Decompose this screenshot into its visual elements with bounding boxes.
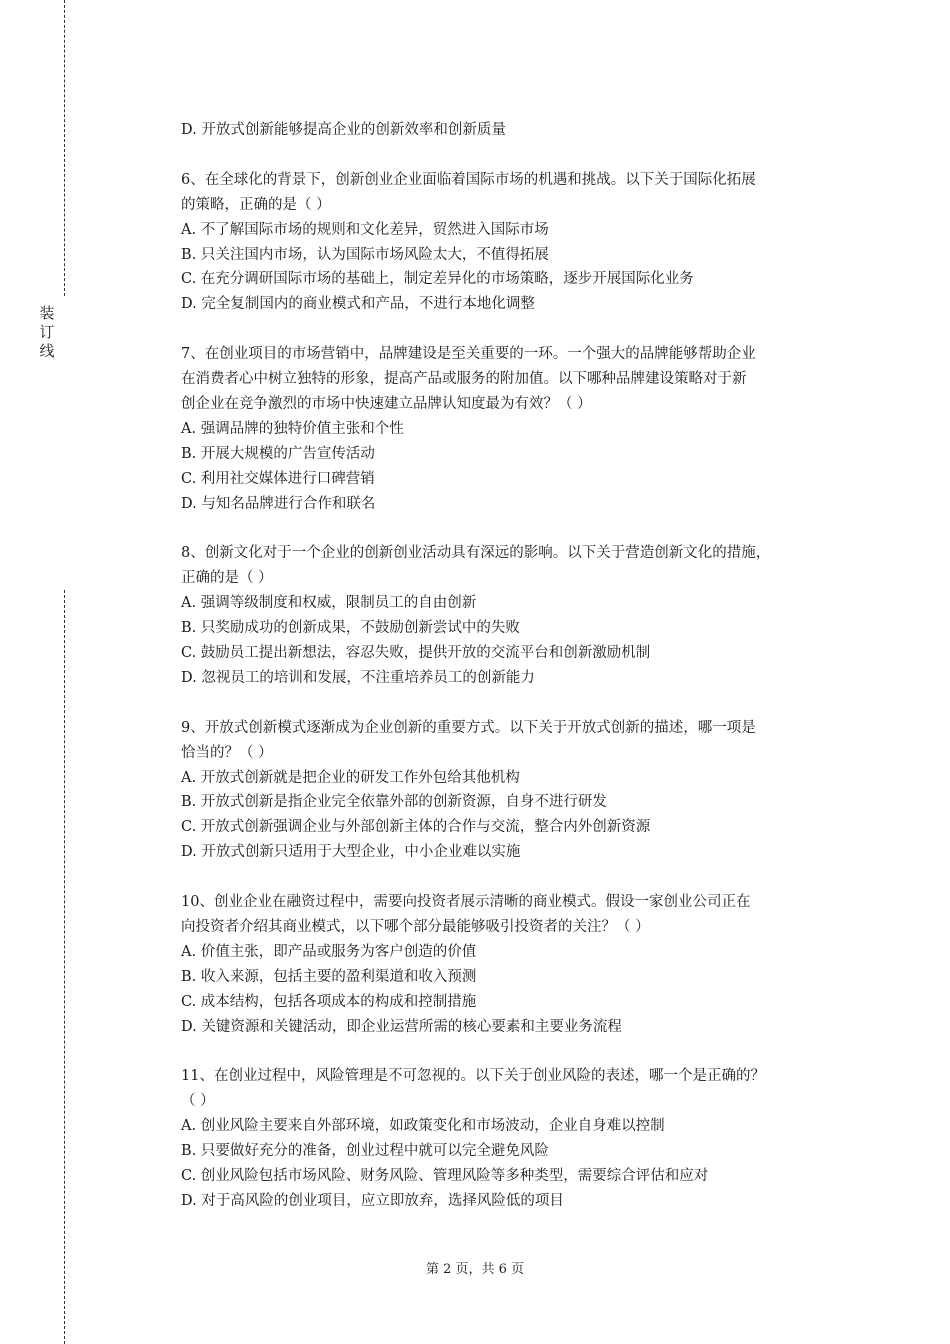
question-6	[181, 168, 846, 317]
option-a: A. 开放式创新就是把企业的研发工作外包给其他机构	[181, 769, 520, 786]
option-c: C. 鼓励员工提出新想法，容忍失败，提供开放的交流平台和创新激励机制	[181, 644, 651, 661]
question-stem-line: 向投资者介绍其商业模式，以下哪个部分最能够吸引投资者的关注？（ ）	[181, 918, 650, 935]
question-10	[181, 890, 846, 1039]
question-stem-line: 6、在全球化的背景下，创新创业企业面临着国际市场的机遇和挑战。以下关于国际化拓展	[181, 171, 756, 188]
binding-label-char: 装	[39, 304, 55, 322]
option-b: B. 只要做好充分的准备，创业过程中就可以完全避免风险	[181, 1143, 549, 1160]
option-b: B. 只关注国内市场，认为国际市场风险太大，不值得拓展	[181, 246, 549, 263]
option-c: C. 创业风险包括市场风险、财务风险、管理风险等多种类型，需要综合评估和应对	[181, 1167, 709, 1184]
binding-dashed-line-bottom	[64, 590, 65, 1344]
question-11	[181, 1064, 846, 1213]
question-stem-line: 恰当的？（ ）	[181, 744, 273, 761]
question-7	[181, 342, 846, 516]
page-footer: 第 2 页，共 6 页	[425, 1262, 525, 1277]
question-stem-line: 9、开放式创新模式逐渐成为企业创新的重要方式。以下关于开放式创新的描述，哪一项是	[181, 719, 756, 736]
option-b: B. 开放式创新是指企业完全依靠外部的创新资源，自身不进行研发	[181, 794, 607, 811]
option-a: A. 价值主张，即产品或服务为客户创造的价值	[181, 943, 477, 960]
question-stem-line: 正确的是（ ）	[181, 570, 273, 587]
binding-label-char: 线	[39, 342, 55, 360]
option-d: D. 与知名品牌进行合作和联名	[181, 495, 376, 512]
option-b: B. 开展大规模的广告宣传活动	[181, 445, 375, 462]
option-a: A. 创业风险主要来自外部环境，如政策变化和市场波动，企业自身难以控制	[181, 1118, 665, 1135]
option-d: D. 忽视员工的培训和发展，不注重培养员工的创新能力	[181, 669, 535, 686]
option-d: D. 完全复制国内的商业模式和产品，不进行本地化调整	[181, 296, 535, 313]
option-c: C. 在充分调研国际市场的基础上，制定差异化的市场策略，逐步开展国际化业务	[181, 271, 694, 288]
option-b: B. 收入来源，包括主要的盈利渠道和收入预测	[181, 968, 477, 985]
exam-content	[181, 118, 846, 1214]
option-a: A. 强调品牌的独特价值主张和个性	[181, 420, 404, 437]
question-stem-line: 7、在创业项目的市场营销中，品牌建设是至关重要的一环。一个强大的品牌能够帮助企业	[181, 346, 756, 363]
binding-dashed-line-top	[64, 0, 65, 296]
option-a: A. 不了解国际市场的规则和文化差异，贸然进入国际市场	[181, 221, 549, 238]
question-stem-line: 11、在创业过程中，风险管理是不可忽视的。以下关于创业风险的表述，哪一个是正确的？	[181, 1068, 765, 1085]
question-stem-line: 在消费者心中树立独特的形象，提高产品或服务的附加值。以下哪种品牌建设策略对于新	[181, 371, 747, 388]
question-stem-line: 创企业在竞争激烈的市场中快速建立品牌认知度最为有效？（ ）	[181, 395, 592, 412]
question-stem-line: （ ）	[181, 1093, 215, 1110]
question-8	[181, 541, 846, 690]
binding-label-char: 订	[39, 323, 55, 341]
option-a: A. 强调等级制度和权威，限制员工的自由创新	[181, 595, 477, 612]
question-stem-line: 8、创新文化对于一个企业的创新创业活动具有深远的影响。以下关于营造创新文化的措施，	[181, 545, 771, 562]
option-d: D. 对于高风险的创业项目，应立即放弃，选择风险低的项目	[181, 1192, 564, 1209]
previous-question-option: D. 开放式创新能够提高企业的创新效率和创新质量	[181, 122, 506, 138]
option-c: C. 开放式创新强调企业与外部创新主体的合作与交流，整合内外创新资源	[181, 819, 651, 836]
option-d: D. 关键资源和关键活动，即企业运营所需的核心要素和主要业务流程	[181, 1018, 622, 1035]
option-c: C. 成本结构，包括各项成本的构成和控制措施	[181, 993, 477, 1010]
option-d: D. 开放式创新只适用于大型企业，中小企业难以实施	[181, 844, 521, 861]
option-c: C. 利用社交媒体进行口碑营销	[181, 470, 375, 487]
question-stem-line: 的策略，正确的是（ ）	[181, 196, 331, 213]
question-stem-line: 10、创业企业在融资过程中，需要向投资者展示清晰的商业模式。假设一家创业公司正在	[181, 894, 751, 911]
option-b: B. 只奖励成功的创新成果，不鼓励创新尝试中的失败	[181, 620, 520, 637]
question-9	[181, 716, 846, 865]
binding-label	[37, 304, 57, 361]
